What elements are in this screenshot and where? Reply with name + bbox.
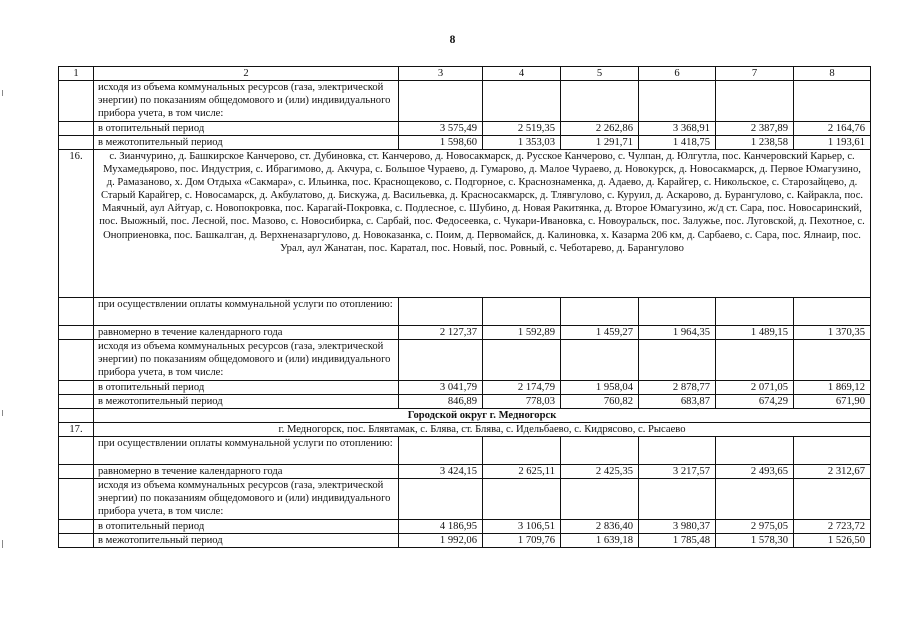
tariff-value: 760,82 — [561, 395, 639, 409]
scan-artifact — [2, 90, 3, 96]
table-row — [59, 381, 871, 395]
entry-locations-row — [59, 150, 871, 298]
tariff-value: 2 387,89 — [716, 122, 794, 136]
tariff-value: 3 217,57 — [639, 465, 716, 479]
column-number-row — [59, 67, 871, 81]
tariff-value: 2 519,35 — [483, 122, 561, 136]
column-header: 3 — [399, 67, 483, 81]
tariff-value: 2 975,05 — [716, 520, 794, 534]
tariff-value: 2 625,11 — [483, 465, 561, 479]
section-row — [59, 409, 871, 423]
tariff-value: 1 193,61 — [794, 136, 871, 150]
tariff-value: 2 425,35 — [561, 465, 639, 479]
tariff-value: 671,90 — [794, 395, 871, 409]
tariff-value: 4 186,95 — [399, 520, 483, 534]
tariff-value: 2 164,76 — [794, 122, 871, 136]
row-label: при осуществлении оплаты коммунальной услуги по отоплению: — [94, 298, 399, 326]
tariff-value: 2 127,37 — [399, 326, 483, 340]
table-row — [59, 136, 871, 150]
column-header: 6 — [639, 67, 716, 81]
tariff-value: 1 418,75 — [639, 136, 716, 150]
table-row — [59, 520, 871, 534]
table-row — [59, 395, 871, 409]
tariff-value: 1 869,12 — [794, 381, 871, 395]
row-label: исходя из объема коммунальных ресурсов (газа, электрической энергии) по показаниям общедомового и (или) индивидуального прибора учета, в том числе: — [94, 81, 399, 122]
table-row — [59, 465, 871, 479]
row-label: в отопительный период — [94, 520, 399, 534]
tariff-value: 1 291,71 — [561, 136, 639, 150]
scan-artifact — [2, 540, 3, 548]
scan-artifact — [2, 410, 3, 416]
tariff-value: 2 723,72 — [794, 520, 871, 534]
column-header: 1 — [59, 67, 94, 81]
tariff-value: 3 980,37 — [639, 520, 716, 534]
entry-number: 17. — [59, 423, 94, 437]
tariff-value: 778,03 — [483, 395, 561, 409]
tariff-value: 1 964,35 — [639, 326, 716, 340]
tariff-value: 846,89 — [399, 395, 483, 409]
tariff-value: 2 071,05 — [716, 381, 794, 395]
table-row — [59, 479, 871, 520]
table-row — [59, 534, 871, 548]
tariff-value: 3 368,91 — [639, 122, 716, 136]
row-label: исходя из объема коммунальных ресурсов (газа, электрической энергии) по показаниям общедомового и (или) индивидуального прибора учета, в том числе: — [94, 340, 399, 381]
tariff-value: 1 370,35 — [794, 326, 871, 340]
row-label: равномерно в течение календарного года — [94, 326, 399, 340]
table-row — [59, 81, 871, 122]
table-row — [59, 340, 871, 381]
column-header: 5 — [561, 67, 639, 81]
tariff-value: 1 992,06 — [399, 534, 483, 548]
column-header: 8 — [794, 67, 871, 81]
tariff-value: 3 041,79 — [399, 381, 483, 395]
settlement-list: с. Зианчурино, д. Башкирское Канчерово, ст. Дубиновка, ст. Канчерово, д. Новосакмарск, д. Русское Канчерово, с. Чулпан, д. Юлгутла, пос. Канчеровский Карьер, с. Мухамедьярово, пос. Индустрия, с. Ибрагимово, д. Акчура, с. Большое Чураево, д. Гумарово, д. Малое Чураево, д. Новокурск, д. Новосакмарск, д. Первое Юмагузино, д. Рамазаново, х. Дом Отдыха «Сакмара», с. Ильинка, пос. Краснощеково, с. Подгорное, с. Краснознаменка, д. Адаево, д. Карайгер, с. Никольское, с. Старозайцево, д. Старый Карайгер, с. Новосамарск, д. Акбулатово, д. Бискужа, д. Васильевка, д. Красносакмарск, д. Тлявгулово, с. Куруил, д. Аскарово, д. Бурангулово, с. Кайракла, пос. Маячный, аул Айтуар, с. Новопокровка, пос. Карагай-Покровка, с. Подлесное, с. Шубино, д. Новая Ракитянка, д. Второе Юмагузино, ж/д ст. Сара, пос. Новосаринский, пос. Выожный, пос. Лесной, пос. Мазово, с. Новосибирка, с. Сарбай, пос. Федосеевка, с. Чукари-Ивановка, с. Новоуральск, пос. Залужье, пос. Луговской, д. Пехотное, с. Оноприеновка, пос. Башкалган, д. Верхненазаргулово, д. Новоказанка, с. Поим, д. Первомайск, д. Калиновка, х. Казарма 206 км, д. Сарбаево, с. Сара, пос. Ялнаир, пос. Урал, аул Жанатан, пос. Каратал, пос. Новый, пос. Ровный, с. Чеботарево, д. Барангулово — [94, 150, 871, 298]
tariff-value: 2 262,86 — [561, 122, 639, 136]
tariff-value: 1 709,76 — [483, 534, 561, 548]
row-label: равномерно в течение календарного года — [94, 465, 399, 479]
tariff-value: 2 493,65 — [716, 465, 794, 479]
tariff-value: 1 598,60 — [399, 136, 483, 150]
row-label: исходя из объема коммунальных ресурсов (газа, электрической энергии) по показаниям общедомового и (или) индивидуального прибора учета, в том числе: — [94, 479, 399, 520]
tariff-value: 1 785,48 — [639, 534, 716, 548]
tariff-value: 1 353,03 — [483, 136, 561, 150]
tariff-value: 3 575,49 — [399, 122, 483, 136]
tariff-value: 1 526,50 — [794, 534, 871, 548]
tariff-value: 1 238,58 — [716, 136, 794, 150]
column-header: 2 — [94, 67, 399, 81]
page-number: 8 — [449, 34, 456, 46]
tariff-value: 683,87 — [639, 395, 716, 409]
tariff-table — [58, 66, 871, 548]
settlement-list: г. Медногорск, пос. Блявтамак, с. Блява, ст. Блява, с. Идельбаево, с. Кидрясово, с. Рысаево — [94, 423, 871, 437]
tariff-value: 2 836,40 — [561, 520, 639, 534]
column-header: 4 — [483, 67, 561, 81]
section-title: Городской округ г. Медногорск — [94, 409, 871, 423]
tariff-value: 1 958,04 — [561, 381, 639, 395]
table-row — [59, 437, 871, 465]
column-header: 7 — [716, 67, 794, 81]
row-label: в отопительный период — [94, 122, 399, 136]
row-label: в отопительный период — [94, 381, 399, 395]
tariff-value: 3 424,15 — [399, 465, 483, 479]
row-label: при осуществлении оплаты коммунальной услуги по отоплению: — [94, 437, 399, 465]
entry-number: 16. — [59, 150, 94, 298]
tariff-value: 2 878,77 — [639, 381, 716, 395]
table-row — [59, 326, 871, 340]
tariff-value: 674,29 — [716, 395, 794, 409]
table-row — [59, 122, 871, 136]
entry-locations-row — [59, 423, 871, 437]
row-label: в межотопительный период — [94, 395, 399, 409]
tariff-value: 1 459,27 — [561, 326, 639, 340]
tariff-value: 2 312,67 — [794, 465, 871, 479]
tariff-value: 1 489,15 — [716, 326, 794, 340]
table-row — [59, 298, 871, 326]
tariff-value: 1 578,30 — [716, 534, 794, 548]
tariff-value: 1 592,89 — [483, 326, 561, 340]
tariff-value: 1 639,18 — [561, 534, 639, 548]
tariff-value: 2 174,79 — [483, 381, 561, 395]
tariff-value: 3 106,51 — [483, 520, 561, 534]
row-label: в межотопительный период — [94, 534, 399, 548]
row-label: в межотопительный период — [94, 136, 399, 150]
